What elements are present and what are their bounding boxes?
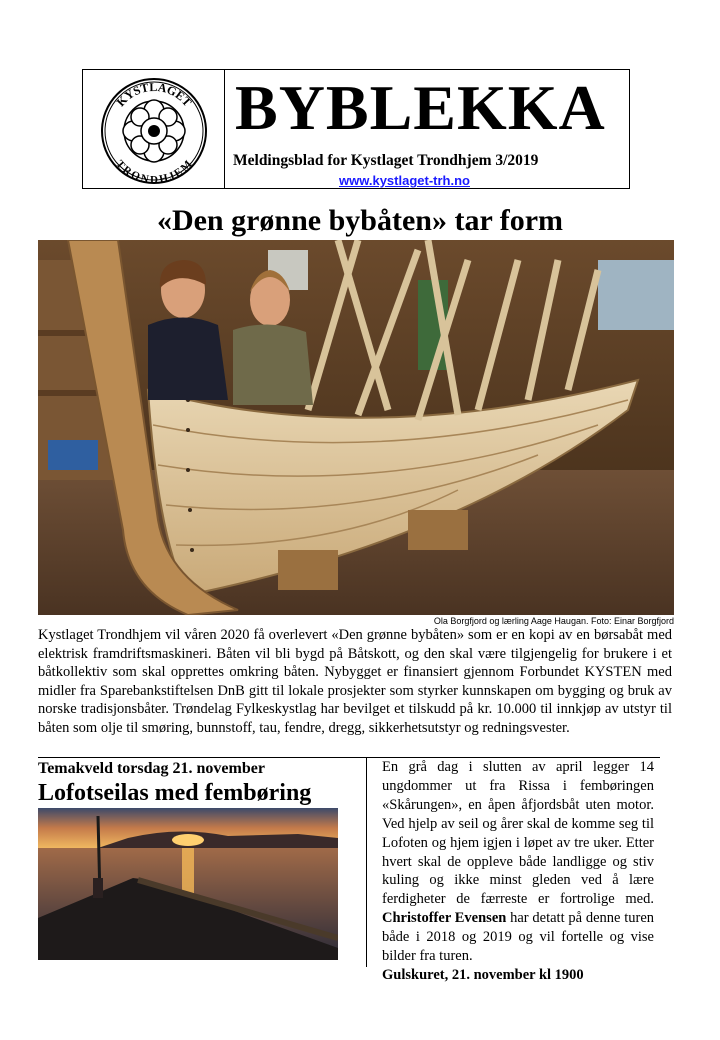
event-description — [382, 758, 654, 985]
kystlaget-rose-logo — [92, 73, 216, 185]
masthead — [82, 69, 630, 189]
event-speaker: Christoffer Evensen — [382, 910, 507, 927]
event-place-time: Gulskuret, 21. november kl 1900 — [382, 966, 584, 983]
event-title: Lofotseilas med fembøring — [38, 780, 312, 806]
logo-cell — [83, 70, 225, 188]
column-divider — [366, 757, 367, 967]
article-body: Kystlaget Trondhjem vil våren 2020 få overlevert «Den grønne bybåten» som er en kopi av en børsabåt med elektrisk framdriftsmaskineri. Båten vil bli bygd på Båtskott, og den skal være tilgjengelig for brukere i et båtkollektiv som skal opprettes omkring båten. Nybygget er finansiert gjennom Forbundet KYSTEN med midler fra Sparebankstiftelsen DnB gitt til lokale prosjekter som styrker kunnskapen om bygging og bruk av norske tradisjonsbåter. Trøndelag Fylkeskystlag har bevilget et tilskudd på kr. 10.000 til innkjøp av utstyr til båten som olje til smøring, bunnstoff, tau, fendre, dregg, sikkerhetsutstyr og redningsvester. — [38, 627, 672, 736]
photo-caption: Ola Borgfjord og lærling Aage Haugan. Foto: Einar Borgfjord — [433, 616, 674, 626]
event-kicker: Temakveld torsdag 21. november — [38, 760, 265, 777]
newsletter-title: BYBLEKKA — [235, 72, 606, 143]
event-text-outro: har detatt på denne turen både i 2018 og 2019 og vil fortelle og vise bilder fra turen. — [382, 910, 655, 965]
boat-workshop-photo — [38, 240, 674, 615]
newsletter-subtitle: Meldingsblad for Kystlaget Trondhjem 3/2019 — [233, 152, 539, 169]
masthead-title-cell — [225, 70, 629, 188]
logo-bottom-text: TRONDHJEM — [112, 158, 194, 185]
article-headline: «Den grønne bybåten» tar form — [156, 204, 564, 237]
event-text-intro: En grå dag i slutten av april legger 14 ungdommer ut fra Rissa i fembøringen «Skårungen», en åpen åfjordsbåt uten motor. Ved hjelp av seil og årer skal de komme seg til Lofoten og hjem igjen i løpet av tre uker. Etter hvert skal de oppleve både landligge og stiv kuling og ikke minst gleden ved å lære ferdigheter de færreste er fortrolige med. — [382, 759, 654, 908]
logo-top-text: KYSTLAGET — [113, 79, 195, 110]
sunset-sailing-photo — [38, 808, 338, 960]
website-link[interactable]: www.kystlaget-trh.no — [339, 173, 470, 188]
